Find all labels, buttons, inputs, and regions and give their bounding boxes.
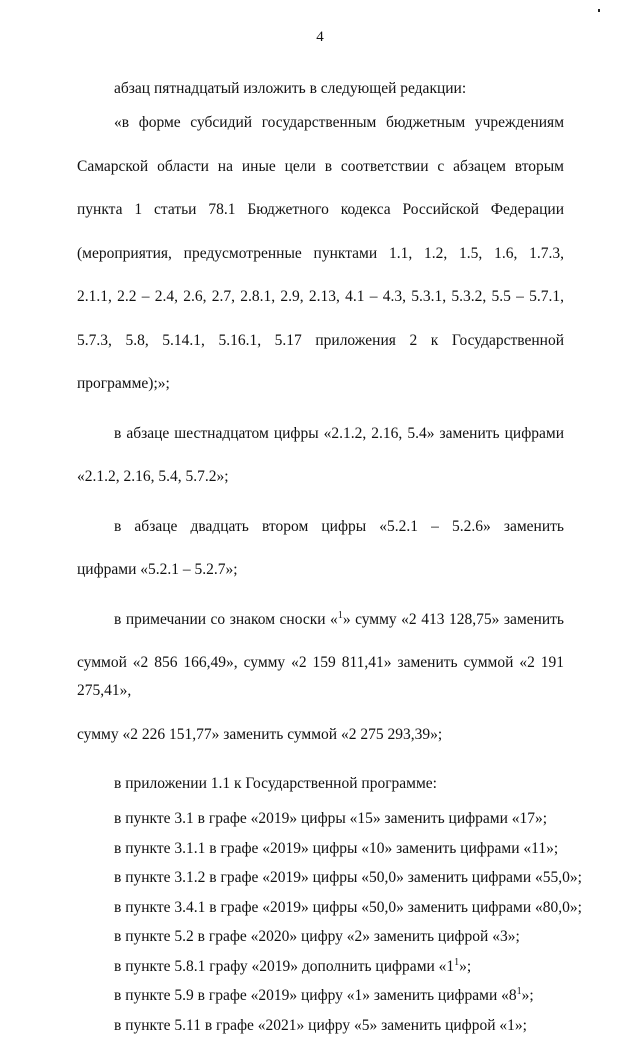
text-line: 2.1.1, 2.2 – 2.4, 2.6, 2.7, 2.8.1, 2.9, 2.13, 4.1 – 4.3, 5.3.1, 5.3.2, 5.5 – 5.7.1, — [77, 283, 564, 311]
amendment-list — [77, 804, 564, 1040]
list-item: в пункте 5.9 в графе «2019» цифру «1» заменить цифрами «$8^1$»; — [77, 981, 564, 1011]
list-item: в пункте 5.8.1 графу «2019» дополнить цифрами «$1^1$»; — [77, 952, 564, 982]
text-line: (мероприятия, предусмотренные пунктами 1.1, 1.2, 1.5, 1.6, 1.7.3, — [77, 240, 564, 268]
text-line: в абзаце шестнадцатом цифры «2.1.2, 2.16, 5.4» заменить цифрами — [77, 420, 564, 448]
list-item: в пункте 5.11 в графе «2021» цифру «5» заменить цифрой «1»; — [77, 1011, 564, 1040]
text-line: пункта 1 статьи 78.1 Бюджетного кодекса Российской Федерации — [77, 196, 564, 224]
text-line: «в форме субсидий государственным бюджетным учреждениям — [77, 109, 564, 137]
scan-mark — [598, 9, 600, 12]
text-line: в абзаце двадцать втором цифры «5.2.1 – 5.2.6» заменить — [77, 513, 564, 541]
text-line: «2.1.2, 2.16, 5.4, 5.7.2»; — [77, 463, 564, 491]
paragraph-abzac-22 — [77, 513, 564, 585]
footnote-superscript: 1 — [454, 956, 459, 967]
list-item: в пункте 3.4.1 в графе «2019» цифры «50,0» заменить цифрами «80,0»; — [77, 893, 564, 923]
list-item: в пункте 3.1.1 в графе «2019» цифры «10» заменить цифрами «11»; — [77, 834, 564, 864]
paragraph-footnote-note — [77, 606, 564, 749]
paragraph-abzac-15: абзац пятнадцатый изложить в следующей редакции: — [77, 75, 564, 103]
text-line: программе);»; — [77, 370, 564, 398]
text-line: Самарской области на иные цели в соответствии с абзацем вторым — [77, 153, 564, 181]
paragraph-abzac-16 — [77, 420, 564, 492]
footnote-superscript: 1 — [517, 986, 522, 997]
paragraph-appendix-1-1: в приложении 1.1 к Государственной программе: — [77, 770, 564, 798]
text-line: суммой «2 856 166,49», сумму «2 159 811,41» заменить суммой «2 191 275,41», — [77, 649, 564, 705]
text-line: цифрами «5.2.1 – 5.2.7»; — [77, 556, 564, 584]
text-line: в примечании со знаком сноски «$^1$» сумму «2 413 128,75» заменить — [77, 606, 564, 634]
page-number: 4 — [0, 29, 640, 46]
footnote-superscript: 1 — [338, 609, 343, 620]
list-item: в пункте 3.1.2 в графе «2019» цифры «50,0» заменить цифрами «55,0»; — [77, 863, 564, 893]
list-item: в пункте 5.2 в графе «2020» цифру «2» заменить цифрой «3»; — [77, 922, 564, 952]
list-item: в пункте 3.1 в графе «2019» цифры «15» заменить цифрами «17»; — [77, 804, 564, 834]
document-body — [77, 75, 564, 1040]
text-line: 5.7.3, 5.8, 5.14.1, 5.16.1, 5.17 приложения 2 к Государственной — [77, 327, 564, 355]
paragraph-new-wording — [77, 109, 564, 398]
text-line: сумму «2 226 151,77» заменить суммой «2 275 293,39»; — [77, 721, 564, 749]
